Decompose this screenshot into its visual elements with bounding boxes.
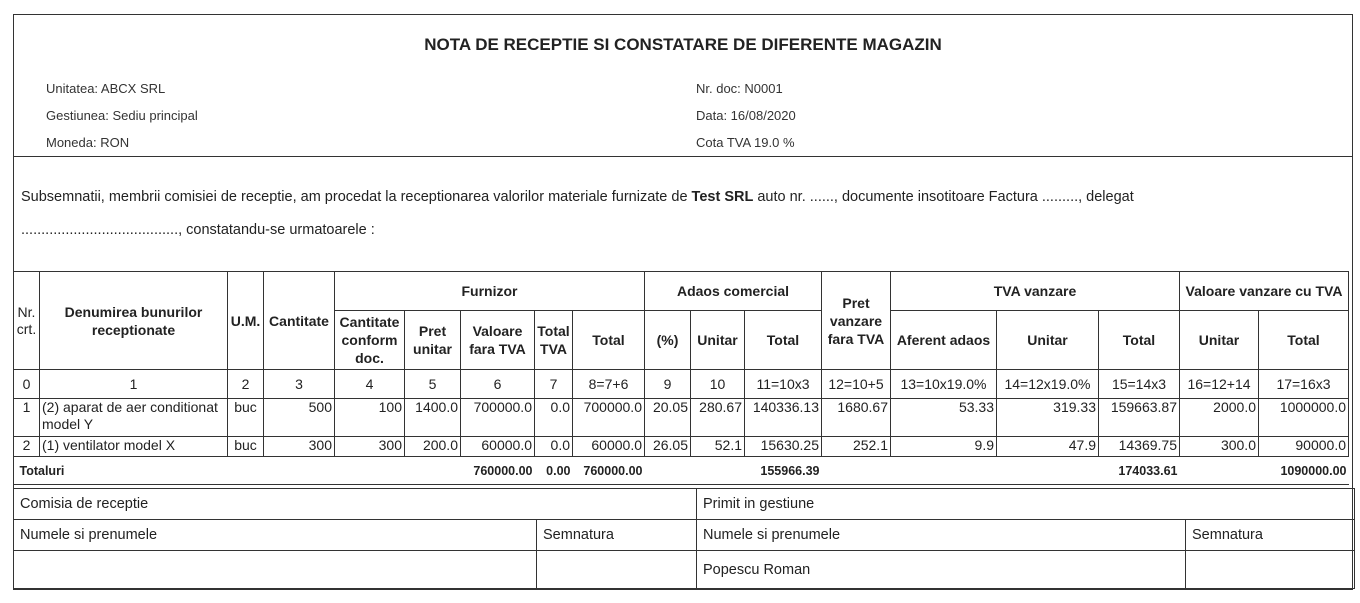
header-tva-total: Total xyxy=(1099,311,1180,370)
supplier-name: Test SRL xyxy=(691,189,754,205)
header-denumire: Denumirea bunurilor receptionate xyxy=(40,272,228,370)
cell-adaos-unitar: 52.1 xyxy=(691,437,745,457)
manager-signature-label: Semnatura xyxy=(1186,520,1355,551)
header-furnizor-total: Total xyxy=(573,311,645,370)
cell-adaos-total: 15630.25 xyxy=(745,437,822,457)
cell-tva-unitar: 319.33 xyxy=(997,399,1099,437)
commission-signature-label: Semnatura xyxy=(537,520,697,551)
total-tva-vanzare: 174033.61 xyxy=(1099,457,1180,485)
cell-denumire: (2) aparat de aer conditionat model Y xyxy=(40,399,228,437)
header-nr: Nr. crt. xyxy=(14,272,40,370)
header-aferent-adaos: Aferent adaos xyxy=(891,311,997,370)
header-total-tva: Total TVA xyxy=(535,311,573,370)
cell-pret-unitar: 200.0 xyxy=(405,437,461,457)
receipt-document xyxy=(13,14,1353,590)
cell-cantitate: 500 xyxy=(264,399,335,437)
cell-total-tva: 0.0 xyxy=(535,399,573,437)
totals-label: Totaluri xyxy=(14,457,461,485)
total-valoare-fara-tva: 760000.00 xyxy=(461,457,535,485)
unitatea-field: Unitatea: ABCX SRL xyxy=(46,81,166,96)
total-tva-furnizor: 0.00 xyxy=(535,457,573,485)
header-valoare-fara-tva: Valoare fara TVA xyxy=(461,311,535,370)
cell-aferent-adaos: 9.9 xyxy=(891,437,997,457)
cell-adaos-total: 140336.13 xyxy=(745,399,822,437)
moneda-field: Moneda: RON xyxy=(46,135,130,150)
header-adaos-procent: (%) xyxy=(645,311,691,370)
column-number: 11=10x3 xyxy=(745,370,822,399)
column-number: 7 xyxy=(535,370,573,399)
total-adaos: 155966.39 xyxy=(745,457,822,485)
header-adaos: Adaos comercial xyxy=(645,272,822,311)
empty-cell xyxy=(691,457,745,485)
empty-cell xyxy=(645,457,691,485)
commission-signature-value xyxy=(537,551,697,589)
header-divider xyxy=(14,156,1352,157)
vat-rate-field: Cota TVA 19.0 % xyxy=(696,135,795,150)
cell-adaos-unitar: 280.67 xyxy=(691,399,745,437)
column-number: 12=10+5 xyxy=(822,370,891,399)
column-number: 8=7+6 xyxy=(573,370,645,399)
column-number: 2 xyxy=(228,370,264,399)
header-adaos-total: Total xyxy=(745,311,822,370)
cell-pret-vanzare: 1680.67 xyxy=(822,399,891,437)
cell-cant-conform: 300 xyxy=(335,437,405,457)
cell-furnizor-total: 700000.0 xyxy=(573,399,645,437)
commission-label: Comisia de receptie xyxy=(14,489,697,520)
total-furnizor: 760000.00 xyxy=(573,457,645,485)
gestiunea-field: Gestiunea: Sediu principal xyxy=(46,108,198,123)
cell-furnizor-total: 60000.0 xyxy=(573,437,645,457)
cell-adaos-procent: 20.05 xyxy=(645,399,691,437)
statement-text-a: Subsemnatii, membrii comisiei de receptie, am procedat la receptionarea valorilor materiale furnizate de xyxy=(21,189,692,205)
column-number: 1 xyxy=(40,370,228,399)
cell-tva-total: 159663.87 xyxy=(1099,399,1180,437)
received-label: Primit in gestiune xyxy=(697,489,1355,520)
cell-cantitate: 300 xyxy=(264,437,335,457)
table-row xyxy=(14,399,1349,437)
cell-tva-unitar: 47.9 xyxy=(997,437,1099,457)
header-furnizor: Furnizor xyxy=(335,272,645,311)
cell-valoare-unitar: 300.0 xyxy=(1180,437,1259,457)
date-field: Data: 16/08/2020 xyxy=(696,108,796,123)
column-number: 4 xyxy=(335,370,405,399)
header-valoare-vanzare: Valoare vanzare cu TVA xyxy=(1180,272,1349,311)
column-number: 5 xyxy=(405,370,461,399)
column-numbering-row xyxy=(14,370,1349,399)
header-um: U.M. xyxy=(228,272,264,370)
header-adaos-unitar: Unitar xyxy=(691,311,745,370)
empty-cell xyxy=(997,457,1099,485)
cell-cant-conform: 100 xyxy=(335,399,405,437)
cell-pret-unitar: 1400.0 xyxy=(405,399,461,437)
header-valoare-total: Total xyxy=(1259,311,1349,370)
statement-line-2: ......................................., constatandu-se urmatoarele : xyxy=(21,222,375,238)
empty-cell xyxy=(891,457,997,485)
header-tva-unitar: Unitar xyxy=(997,311,1099,370)
total-valoare-vanzare: 1090000.00 xyxy=(1259,457,1349,485)
totals-row xyxy=(14,457,1349,485)
document-title: NOTA DE RECEPTIE SI CONSTATARE DE DIFERENTE MAGAZIN xyxy=(424,35,942,54)
cell-valoare-unitar: 2000.0 xyxy=(1180,399,1259,437)
column-number: 16=12+14 xyxy=(1180,370,1259,399)
signature-table xyxy=(13,488,1355,589)
column-number: 17=16x3 xyxy=(1259,370,1349,399)
header-cantitate: Cantitate xyxy=(264,272,335,370)
commission-name-value xyxy=(14,551,537,589)
cell-um: buc xyxy=(228,399,264,437)
cell-valoare-fara-tva: 60000.0 xyxy=(461,437,535,457)
column-number: 6 xyxy=(461,370,535,399)
cell-nr: 1 xyxy=(14,399,40,437)
cell-denumire: (1) ventilator model X xyxy=(40,437,228,457)
empty-cell xyxy=(1180,457,1259,485)
column-number: 15=14x3 xyxy=(1099,370,1180,399)
column-number: 14=12x19.0% xyxy=(997,370,1099,399)
header-cant-conform: Cantitate conform doc. xyxy=(335,311,405,370)
column-number: 0 xyxy=(14,370,40,399)
empty-cell xyxy=(822,457,891,485)
column-number: 13=10x19.0% xyxy=(891,370,997,399)
header-pret-unitar: Pret unitar xyxy=(405,311,461,370)
column-number: 3 xyxy=(264,370,335,399)
manager-signature-value xyxy=(1186,551,1355,589)
statement-text-b: auto nr. ......, documente insotitoare Factura ........., delegat xyxy=(753,189,1134,205)
items-table xyxy=(13,271,1349,485)
header-pret-vanzare: Pret vanzare fara TVA xyxy=(822,272,891,370)
manager-name-label: Numele si prenumele xyxy=(697,520,1186,551)
cell-pret-vanzare: 252.1 xyxy=(822,437,891,457)
header-tva-vanzare: TVA vanzare xyxy=(891,272,1180,311)
cell-aferent-adaos: 53.33 xyxy=(891,399,997,437)
nr-doc-field: Nr. doc: N0001 xyxy=(696,81,783,96)
cell-tva-total: 14369.75 xyxy=(1099,437,1180,457)
header-valoare-unitar: Unitar xyxy=(1180,311,1259,370)
manager-name-value: Popescu Roman xyxy=(697,551,1186,589)
cell-total-tva: 0.0 xyxy=(535,437,573,457)
column-number: 10 xyxy=(691,370,745,399)
statement-line-1 xyxy=(21,189,1134,205)
cell-um: buc xyxy=(228,437,264,457)
cell-valoare-total: 90000.0 xyxy=(1259,437,1349,457)
cell-adaos-procent: 26.05 xyxy=(645,437,691,457)
cell-nr: 2 xyxy=(14,437,40,457)
table-row xyxy=(14,437,1349,457)
column-number: 9 xyxy=(645,370,691,399)
cell-valoare-total: 1000000.0 xyxy=(1259,399,1349,437)
cell-valoare-fara-tva: 700000.0 xyxy=(461,399,535,437)
commission-name-label: Numele si prenumele xyxy=(14,520,537,551)
